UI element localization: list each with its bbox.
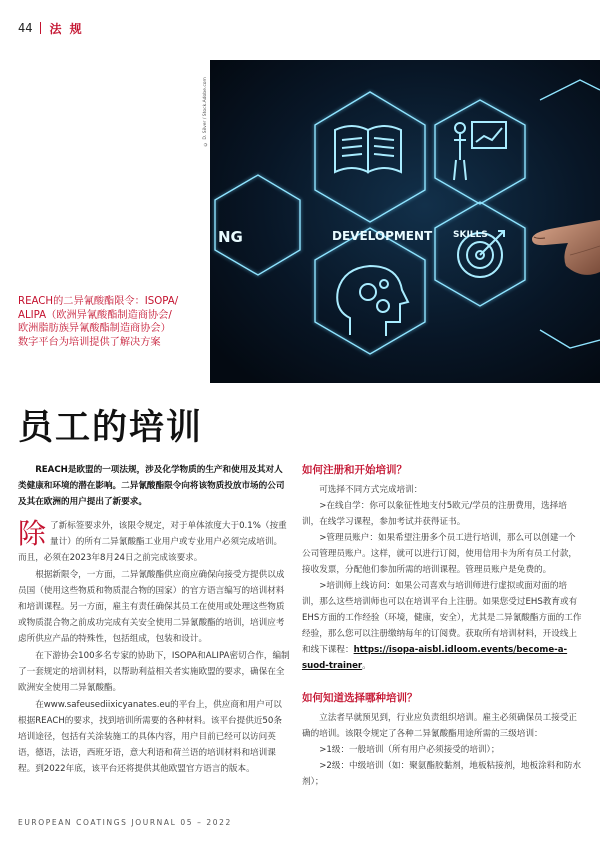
- article-title: 员工的培训: [18, 408, 204, 448]
- photo-credit: © D. Silver / Stock.Adobe.com: [203, 77, 208, 146]
- drop-cap: 除: [18, 517, 47, 550]
- hero-word-development: DEVELOPMENT: [332, 229, 433, 243]
- hero-word-skills: SKILLS: [453, 230, 488, 240]
- body-paragraph-3: 在下游协会100多名专家的协助下，ISOPA和ALIPA密切合作，编制了一套规定的培训材料，以帮助利益相关者实施欧盟的要求，确保在全欧洲安全使用二异氰酸酯。: [18, 651, 290, 693]
- section-label: 法 规: [49, 21, 84, 36]
- page-header: [18, 20, 84, 36]
- hero-word-ng: NG: [218, 228, 243, 246]
- body-paragraph-4: 在www.safeusediixicyanates.eu的平台上，供应商和用户可以根据REACH的要求，找到培训所需要的各种材料。该平台提供近50条培训途径，包括有关涂装施工的具体内容，用户目前已经可以访问英语，德语，法语，西班牙语，意大利语和荷兰语的培训材料和培训课程。到2022年底，该平台还将提供其他欧盟官方语言的版本。: [18, 700, 282, 774]
- body-paragraph-2: 根据新限令，一方面，二异氰酸酯供应商应确保向接受方提供以成员国（使用这些物质和物质混合物的国家）的官方语言编写的培训材料和培训课程。另一方面，雇主有责任确保其员工在使用或处理这些物质或物质混合物之前成功完成有关安全使用二异氰酸酯的培训，培训应考虑所供应产品的特殊性，包括组成，包装和设计。: [18, 570, 285, 644]
- header-divider: [40, 22, 41, 34]
- right-paragraph-1: 可选择不同方式完成培训：: [319, 485, 423, 495]
- right-paragraph-3: >管理员账户：如果希望注册多个员工进行培训，那么可以创建一个公司管理员账户。这样，就可以进行订阅，使用信用卡为所有员工付款，接收发票，分配他们参加所需的培训课程。管理员账户是免费的。: [302, 533, 578, 575]
- body-paragraph-1-text: 了新标签要求外，该限令规定，对于单体浓度大于0.1%（按重量计）的所有二异氰酸酯工业用户或专业用户必须完成培训。而且，必须在2023年8月24日之前完成该要求。: [18, 521, 287, 563]
- right-paragraph-4-text: >培训师上线访问：如果公司喜欢与培训师进行虚拟或面对面的培训，那么这些培训师也可以在培训平台上注册。如果您受过EHS教育或有EHS方面的工作经验（环境，健康，安全），尤其是二异氰酸酯方面的工作经验，那么您可以注册缴纳每年的订阅费。获取所有培训材料，开设线上和线下课程：: [302, 581, 582, 655]
- body-paragraph-1: [18, 518, 290, 566]
- right-column: [302, 462, 582, 790]
- caption-line: REACH的二异氰酸酯限令：ISOPA/: [18, 296, 179, 307]
- right-paragraph-7: >2级：中级培训（如：聚氨酯胶黏剂，地板粘接剂，地板涂料和防水剂）；: [302, 761, 582, 787]
- caption-line: 数字平台为培训提供了解决方案: [18, 336, 161, 348]
- spacer: [302, 674, 582, 690]
- lead-paragraph: REACH是欧盟的一项法规，涉及化学物质的生产和使用及其对人类健康和环境的潜在影响。二异氰酸酯限令向将该物质投放市场的公司及其在欧洲的用户提出了新要求。: [18, 465, 285, 507]
- right-paragraph-5: 立法者早就预见到，行业应负责组织培训。雇主必须确保员工接受正确的培训。该限令规定了各种二异氰酸酯用途所需的三级培训：: [302, 713, 578, 739]
- journal-footer: EUROPEAN COATINGS JOURNAL 05 – 2022: [18, 818, 232, 827]
- hero-image: [210, 60, 600, 383]
- right-paragraph-4: [302, 578, 582, 674]
- right-paragraph-2: >在线自学：你可以象征性地支付5欧元/学员的注册费用，选择培训，在线学习课程，参加考试并获得证书。: [302, 501, 567, 527]
- page-number: 44: [18, 21, 33, 35]
- caption-line: ALIPA（欧洲异氰酸酯制造商协会/: [18, 309, 172, 321]
- subheading-which-training: 如何知道选择哪种培训？: [302, 692, 418, 704]
- image-caption: [18, 295, 208, 349]
- right-paragraph-4-end: 。: [362, 661, 371, 671]
- trainer-link[interactable]: https://isopa-aisbl.idloom.events/become-a-suod-trainer: [302, 645, 568, 671]
- hero-illustration: [210, 60, 600, 383]
- caption-line: 欧洲脂肪族异氰酸酯制造商协会）: [18, 323, 171, 334]
- left-column: [18, 462, 290, 777]
- subheading-register: 如何注册和开始培训？: [302, 464, 407, 476]
- right-paragraph-6: >1级：一般培训（所有用户必须接受的培训）；: [319, 745, 500, 755]
